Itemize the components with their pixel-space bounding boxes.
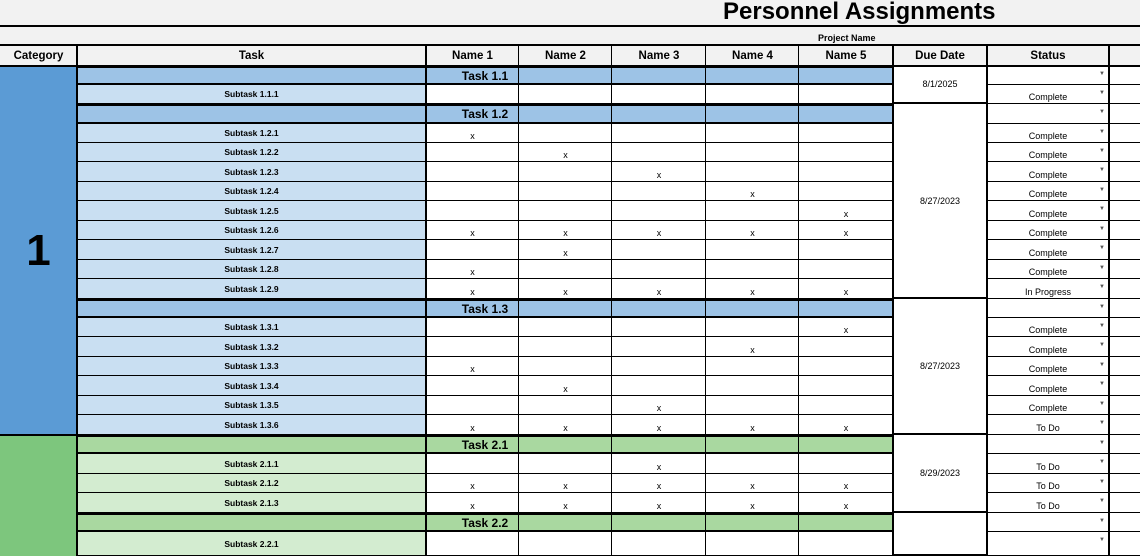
assignment-cell[interactable]: x [426, 260, 519, 279]
status-value: Complete [1028, 92, 1068, 102]
status-value: To Do [1036, 481, 1060, 491]
subtask-label: Subtask 1.2.7 [77, 240, 426, 260]
chevron-down-icon[interactable]: ▼ [1099, 459, 1105, 465]
due-date-header: Due Date [893, 46, 987, 66]
status-dropdown[interactable] [987, 376, 1109, 396]
assignment-cell[interactable]: x [426, 493, 519, 513]
assignment-cell[interactable] [706, 376, 799, 396]
assignment-cell[interactable]: x [706, 221, 799, 240]
assignment-cell[interactable]: x [519, 415, 612, 435]
status-dropdown[interactable] [987, 493, 1109, 513]
assignment-cell[interactable] [612, 376, 706, 396]
status-dropdown[interactable] [987, 260, 1109, 279]
assignment-cell[interactable] [519, 337, 612, 357]
assignment-cell[interactable] [706, 318, 799, 337]
status-value: Complete [1028, 403, 1068, 413]
title-divider [0, 25, 1140, 27]
assignment-cell[interactable] [799, 85, 893, 104]
assignment-cell[interactable] [612, 260, 706, 279]
extra-column-cell [1109, 260, 1140, 279]
assignment-cell[interactable]: x [426, 124, 519, 143]
status-value: Complete [1028, 189, 1068, 199]
extra-column-cell [1109, 337, 1140, 357]
status-dropdown[interactable] [987, 454, 1109, 474]
chevron-down-icon[interactable]: ▼ [1099, 304, 1105, 310]
column-border [986, 44, 988, 556]
subtask-label: Subtask 2.1.2 [77, 474, 426, 493]
header-bottom-border [0, 65, 1140, 67]
assignment-cell[interactable] [426, 240, 519, 260]
chevron-down-icon[interactable]: ▼ [1099, 401, 1105, 407]
status-dropdown[interactable] [987, 318, 1109, 337]
column-border [798, 44, 799, 556]
extra-column-cell [1109, 201, 1140, 221]
assignment-cell[interactable]: x [426, 357, 519, 376]
assignment-cell[interactable] [519, 396, 612, 415]
subtask-label: Subtask 2.1.3 [77, 493, 426, 513]
chevron-down-icon[interactable]: ▼ [1099, 537, 1105, 543]
due-date-cell[interactable] [893, 513, 987, 556]
assignment-cell[interactable] [799, 532, 893, 556]
status-value: Complete [1028, 384, 1068, 394]
assignment-cell[interactable]: x [799, 474, 893, 493]
column-border [705, 44, 706, 556]
assignment-cell[interactable]: x [799, 318, 893, 337]
status-dropdown[interactable] [987, 182, 1109, 201]
assignment-cell[interactable] [799, 396, 893, 415]
subtask-label: Subtask 1.2.6 [77, 221, 426, 240]
assignment-cell[interactable] [519, 357, 612, 376]
assignment-cell[interactable]: x [519, 240, 612, 260]
status-value: Complete [1028, 228, 1068, 238]
extra-column-cell [1109, 85, 1140, 104]
task-header-row[interactable]: Task 2.1 [77, 435, 893, 454]
assignment-cell[interactable] [799, 124, 893, 143]
status-dropdown[interactable] [987, 240, 1109, 260]
due-date-cell[interactable]: 8/1/2025 [893, 66, 987, 104]
extra-column-cell [1109, 221, 1140, 240]
assignment-cell[interactable] [426, 318, 519, 337]
category-cell [0, 435, 77, 556]
status-value: Complete [1028, 131, 1068, 141]
subtask-label: Subtask 1.3.2 [77, 337, 426, 357]
chevron-down-icon[interactable]: ▼ [1099, 342, 1105, 348]
assignment-cell[interactable]: x [612, 454, 706, 474]
chevron-down-icon[interactable]: ▼ [1099, 498, 1105, 504]
subtask-label: Subtask 1.2.2 [77, 143, 426, 162]
chevron-down-icon[interactable]: ▼ [1099, 440, 1105, 446]
subtask-label: Subtask 1.2.8 [77, 260, 426, 279]
assignment-cell[interactable]: x [426, 279, 519, 299]
assignment-cell[interactable] [426, 85, 519, 104]
subtask-label: Subtask 1.3.6 [77, 415, 426, 435]
assignment-cell[interactable]: x [519, 143, 612, 162]
chevron-down-icon[interactable]: ▼ [1099, 71, 1105, 77]
assignment-cell[interactable] [519, 454, 612, 474]
assignment-cell[interactable] [426, 532, 519, 556]
assignment-cell[interactable] [706, 357, 799, 376]
status-value: To Do [1036, 423, 1060, 433]
extra-column-cell [1109, 357, 1140, 376]
assignment-cell[interactable] [706, 454, 799, 474]
assignment-cell[interactable]: x [612, 279, 706, 299]
chevron-down-icon[interactable]: ▼ [1099, 265, 1105, 271]
assignment-cell[interactable] [706, 260, 799, 279]
assignment-cell[interactable] [612, 357, 706, 376]
assignment-cell[interactable]: x [519, 376, 612, 396]
status-value: Complete [1028, 248, 1068, 258]
assignment-cell[interactable]: x [799, 415, 893, 435]
category-header: Category [0, 46, 77, 66]
status-dropdown[interactable] [987, 513, 1109, 532]
name5-header: Name 5 [799, 46, 893, 66]
project-name-label: Project Name [818, 33, 876, 43]
extra-column-cell [1109, 513, 1140, 532]
assignment-cell[interactable] [612, 240, 706, 260]
extra-column-cell [1109, 318, 1140, 337]
assignment-cell[interactable] [519, 162, 612, 182]
extra-column-cell [1109, 415, 1140, 435]
extra-column-cell [1109, 532, 1140, 556]
status-dropdown[interactable] [987, 474, 1109, 493]
subtask-label: Subtask 1.3.4 [77, 376, 426, 396]
extra-column-cell [1109, 493, 1140, 513]
status-dropdown[interactable] [987, 279, 1109, 299]
assignment-cell[interactable]: x [799, 221, 893, 240]
extra-column-cell [1109, 474, 1140, 493]
status-value: Complete [1028, 150, 1068, 160]
assignment-cell[interactable] [519, 85, 612, 104]
assignment-cell[interactable] [519, 260, 612, 279]
status-dropdown[interactable] [987, 124, 1109, 143]
extra-column-cell [1109, 143, 1140, 162]
column-border [518, 44, 519, 556]
extra-column-cell [1109, 279, 1140, 299]
assignment-cell[interactable] [799, 454, 893, 474]
status-value: Complete [1028, 170, 1068, 180]
assignment-cell[interactable]: x [612, 415, 706, 435]
status-dropdown[interactable] [987, 143, 1109, 162]
assignment-cell[interactable] [799, 182, 893, 201]
assignment-cell[interactable] [799, 162, 893, 182]
assignment-cell[interactable] [612, 318, 706, 337]
subtask-label: Subtask 2.2.1 [77, 532, 426, 556]
subtask-label: Subtask 1.3.5 [77, 396, 426, 415]
chevron-down-icon[interactable]: ▼ [1099, 109, 1105, 115]
status-dropdown[interactable] [987, 66, 1109, 85]
extra-column-cell [1109, 66, 1140, 85]
subtask-label: Subtask 1.2.9 [77, 279, 426, 299]
status-value: In Progress [1024, 287, 1072, 297]
name4-header: Name 4 [706, 46, 799, 66]
assignment-cell[interactable] [612, 337, 706, 357]
assignment-cell[interactable] [612, 124, 706, 143]
task-header-row[interactable]: Task 1.1 [77, 66, 893, 85]
assignment-cell[interactable]: x [426, 474, 519, 493]
status-value: To Do [1036, 501, 1060, 511]
subtask-label: Subtask 1.2.4 [77, 182, 426, 201]
assignment-cell[interactable] [799, 337, 893, 357]
assignment-cell[interactable] [706, 201, 799, 221]
assignment-cell[interactable] [706, 143, 799, 162]
task-header-row[interactable]: Task 2.2 [77, 513, 893, 532]
assignment-cell[interactable] [426, 143, 519, 162]
assignment-cell[interactable] [426, 182, 519, 201]
assignment-cell[interactable] [519, 201, 612, 221]
subtask-label: Subtask 1.3.1 [77, 318, 426, 337]
assignment-cell[interactable]: x [612, 396, 706, 415]
assignment-cell[interactable]: x [612, 474, 706, 493]
assignment-cell[interactable] [799, 240, 893, 260]
subtask-label: Subtask 1.2.1 [77, 124, 426, 143]
subtask-label: Subtask 2.1.1 [77, 454, 426, 474]
status-value: Complete [1028, 364, 1068, 374]
status-dropdown[interactable] [987, 85, 1109, 104]
extra-column-cell [1109, 182, 1140, 201]
sheet-title: Personnel Assignments [723, 0, 996, 25]
assignment-cell[interactable] [706, 85, 799, 104]
chevron-down-icon[interactable]: ▼ [1099, 479, 1105, 485]
extra-column-cell [1109, 376, 1140, 396]
task-header-row[interactable]: Task 1.2 [77, 104, 893, 124]
assignment-cell[interactable]: x [799, 279, 893, 299]
assignment-cell[interactable]: x [519, 221, 612, 240]
assignment-cell[interactable]: x [799, 201, 893, 221]
chevron-down-icon[interactable]: ▼ [1099, 518, 1105, 524]
assignment-cell[interactable]: x [706, 182, 799, 201]
chevron-down-icon[interactable]: ▼ [1099, 226, 1105, 232]
assignment-cell[interactable] [426, 337, 519, 357]
subtask-label: Subtask 1.2.3 [77, 162, 426, 182]
chevron-down-icon[interactable]: ▼ [1099, 167, 1105, 173]
assignment-cell[interactable]: x [519, 474, 612, 493]
assignment-cell[interactable]: x [519, 493, 612, 513]
task-header: Task [77, 46, 426, 66]
assignment-cell[interactable] [799, 376, 893, 396]
chevron-down-icon[interactable]: ▼ [1099, 129, 1105, 135]
column-border [1108, 44, 1110, 556]
assignment-cell[interactable] [519, 124, 612, 143]
column-border [76, 44, 78, 556]
chevron-down-icon[interactable]: ▼ [1099, 245, 1105, 251]
status-dropdown[interactable] [987, 162, 1109, 182]
assignment-cell[interactable] [612, 182, 706, 201]
status-dropdown[interactable] [987, 532, 1109, 556]
extra-column-cell [1109, 104, 1140, 124]
status-dropdown[interactable] [987, 201, 1109, 221]
assignment-cell[interactable]: x [612, 162, 706, 182]
assignment-cell[interactable] [426, 396, 519, 415]
assignment-cell[interactable] [799, 357, 893, 376]
name2-header: Name 2 [519, 46, 612, 66]
assignment-cell[interactable] [519, 318, 612, 337]
due-date-cell[interactable]: 8/27/2023 [893, 104, 987, 299]
extra-column-cell [1109, 396, 1140, 415]
due-date-cell[interactable]: 8/27/2023 [893, 299, 987, 435]
chevron-down-icon[interactable]: ▼ [1099, 148, 1105, 154]
category-divider [0, 434, 77, 436]
assignment-cell[interactable]: x [706, 474, 799, 493]
assignment-cell[interactable] [426, 201, 519, 221]
chevron-down-icon[interactable]: ▼ [1099, 284, 1105, 290]
status-value: Complete [1028, 209, 1068, 219]
chevron-down-icon[interactable]: ▼ [1099, 323, 1105, 329]
chevron-down-icon[interactable]: ▼ [1099, 381, 1105, 387]
extra-column-cell [1109, 454, 1140, 474]
extra-column-cell [1109, 124, 1140, 143]
status-header: Status [987, 46, 1109, 66]
assignment-cell[interactable] [426, 162, 519, 182]
chevron-down-icon[interactable]: ▼ [1099, 90, 1105, 96]
assignment-cell[interactable]: x [706, 337, 799, 357]
assignment-cell[interactable] [612, 143, 706, 162]
chevron-down-icon[interactable]: ▼ [1099, 362, 1105, 368]
task-header-row[interactable]: Task 1.3 [77, 299, 893, 318]
assignment-cell[interactable]: x [706, 279, 799, 299]
column-border [611, 44, 612, 556]
assignment-cell[interactable] [612, 532, 706, 556]
status-value: To Do [1036, 462, 1060, 472]
assignment-cell[interactable] [706, 396, 799, 415]
status-value: Complete [1028, 325, 1068, 335]
extra-column-cell [1109, 162, 1140, 182]
assignment-cell[interactable]: x [426, 221, 519, 240]
assignment-cell[interactable]: x [612, 221, 706, 240]
assignment-cell[interactable]: x [519, 279, 612, 299]
assignment-cell[interactable]: x [426, 415, 519, 435]
subtask-label: Subtask 1.1.1 [77, 85, 426, 104]
status-dropdown[interactable] [987, 396, 1109, 415]
chevron-down-icon[interactable]: ▼ [1099, 206, 1105, 212]
extra-column-cell [1109, 435, 1140, 454]
extra-column-cell [1109, 240, 1140, 260]
assignment-cell[interactable]: x [706, 493, 799, 513]
assignment-cell[interactable] [799, 260, 893, 279]
assignment-cell[interactable] [519, 182, 612, 201]
assignment-cell[interactable] [706, 240, 799, 260]
assignment-cell[interactable] [426, 376, 519, 396]
status-dropdown[interactable] [987, 104, 1109, 124]
status-dropdown[interactable] [987, 357, 1109, 376]
status-dropdown[interactable] [987, 435, 1109, 454]
category-cell: 1 [0, 66, 77, 435]
assignment-cell[interactable] [612, 85, 706, 104]
assignment-cell[interactable] [706, 162, 799, 182]
status-dropdown[interactable] [987, 299, 1109, 318]
assignment-cell[interactable] [799, 143, 893, 162]
name1-header: Name 1 [426, 46, 519, 66]
assignment-cell[interactable] [426, 454, 519, 474]
name3-header: Name 3 [612, 46, 706, 66]
status-dropdown[interactable] [987, 415, 1109, 435]
assignment-cell[interactable]: x [799, 493, 893, 513]
subtask-label: Subtask 1.3.3 [77, 357, 426, 376]
extra-column-cell [1109, 299, 1140, 318]
chevron-down-icon[interactable]: ▼ [1099, 420, 1105, 426]
assignment-cell[interactable] [519, 532, 612, 556]
status-value: Complete [1028, 267, 1068, 277]
column-border [425, 44, 427, 556]
subtask-label: Subtask 1.2.5 [77, 201, 426, 221]
status-value: Complete [1028, 345, 1068, 355]
status-dropdown[interactable] [987, 337, 1109, 357]
column-border [892, 44, 894, 556]
assignment-cell[interactable]: x [706, 415, 799, 435]
assignment-cell[interactable] [706, 532, 799, 556]
assignment-cell[interactable] [612, 201, 706, 221]
status-dropdown[interactable] [987, 221, 1109, 240]
chevron-down-icon[interactable]: ▼ [1099, 187, 1105, 193]
assignment-cell[interactable] [706, 124, 799, 143]
due-date-cell[interactable]: 8/29/2023 [893, 435, 987, 513]
assignment-cell[interactable]: x [612, 493, 706, 513]
